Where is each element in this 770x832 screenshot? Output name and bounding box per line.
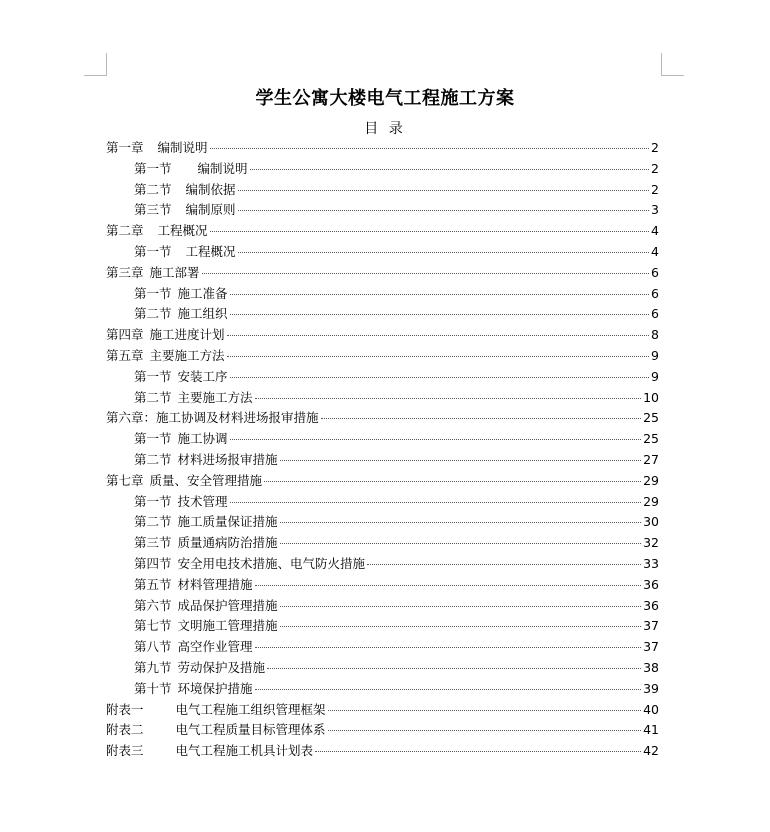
toc-entry[interactable] bbox=[106, 367, 659, 388]
toc-entry-title: 施工组织 bbox=[177, 306, 228, 322]
toc-entry-number: 第三节 bbox=[134, 202, 172, 218]
toc-entry-label bbox=[106, 325, 225, 346]
toc-entry[interactable] bbox=[106, 388, 659, 409]
toc-entry-title: 成品保护管理措施 bbox=[177, 597, 278, 613]
toc-entry-number: 第二节 bbox=[134, 451, 172, 467]
toc-entry-number: 第二节 bbox=[134, 181, 172, 197]
toc-dot-leader bbox=[280, 626, 642, 627]
toc-entry[interactable] bbox=[106, 679, 659, 700]
toc-dot-leader bbox=[315, 751, 641, 752]
toc-entry-label bbox=[134, 450, 278, 471]
toc-entry-title: 劳动保护及措施 bbox=[177, 659, 266, 675]
toc-entry-title: 主要施工方法 bbox=[149, 347, 225, 363]
toc-dot-leader bbox=[328, 730, 642, 731]
toc-entry-label bbox=[106, 741, 313, 762]
toc-entry[interactable] bbox=[106, 325, 659, 346]
toc-entry[interactable] bbox=[106, 221, 659, 242]
toc-dot-leader bbox=[280, 522, 642, 523]
toc-entry-title: 环境保护措施 bbox=[177, 680, 253, 696]
toc-page-number: 41 bbox=[643, 722, 659, 738]
toc-entry[interactable] bbox=[106, 138, 659, 159]
toc-entry-title: 工程概况 bbox=[185, 243, 236, 259]
toc-dot-leader bbox=[230, 377, 649, 378]
toc-entry[interactable] bbox=[106, 596, 659, 617]
toc-dot-leader bbox=[280, 606, 642, 607]
toc-entry-label bbox=[134, 512, 278, 533]
toc-entry[interactable] bbox=[106, 533, 659, 554]
toc-entry-number: 第一章 bbox=[106, 140, 144, 155]
toc-entry-label bbox=[106, 263, 200, 284]
toc-page-number: 8 bbox=[651, 327, 659, 343]
toc-dot-leader bbox=[280, 460, 642, 461]
toc-entry[interactable] bbox=[106, 492, 659, 513]
toc-entry-title: 电气工程质量目标管理体系 bbox=[175, 722, 326, 738]
toc-entry-number: 第二节 bbox=[134, 389, 172, 405]
toc-entry-label bbox=[134, 637, 253, 658]
toc-entry-label bbox=[134, 596, 278, 617]
page-corner-mark-left bbox=[84, 53, 107, 76]
toc-entry-title: 材料进场报审措施 bbox=[177, 451, 278, 467]
toc-entry-label bbox=[134, 304, 228, 325]
toc-entry[interactable] bbox=[106, 700, 659, 721]
toc-entry-title: 安装工序 bbox=[177, 368, 228, 384]
toc-dot-leader bbox=[267, 668, 641, 669]
toc-entry-number: 第三章 bbox=[106, 264, 144, 280]
toc-heading: 目 录 bbox=[364, 121, 406, 137]
toc-entry-label bbox=[134, 492, 228, 513]
toc-entry-title: 施工准备 bbox=[177, 285, 228, 301]
toc-entry[interactable] bbox=[106, 741, 659, 762]
toc-page-number: 6 bbox=[651, 285, 659, 301]
toc-entry[interactable] bbox=[106, 450, 659, 471]
toc-entry-number: 第四节 bbox=[134, 555, 172, 571]
toc-entry-title: 安全用电技术措施、电气防火措施 bbox=[177, 555, 366, 571]
toc-entry[interactable] bbox=[106, 346, 659, 367]
toc-page-number: 42 bbox=[643, 743, 659, 759]
toc-entry-number: 第三节 bbox=[134, 535, 172, 551]
toc-dot-leader bbox=[227, 356, 649, 357]
toc-entry-title: 质量、安全管理措施 bbox=[149, 472, 263, 488]
toc-page-number: 9 bbox=[651, 347, 659, 363]
toc-entry-number: 第七节 bbox=[134, 618, 172, 634]
toc-entry-number: 第六节 bbox=[134, 597, 172, 613]
toc-entry-number: 附表三 bbox=[106, 743, 144, 759]
toc-entry-label bbox=[134, 575, 253, 596]
toc-entry[interactable] bbox=[106, 242, 659, 263]
toc-entry-label bbox=[134, 180, 236, 201]
toc-page-number: 6 bbox=[651, 264, 659, 280]
toc-page-number: 32 bbox=[643, 535, 659, 551]
toc-entry-title: 高空作业管理 bbox=[177, 639, 253, 655]
toc-entry[interactable] bbox=[106, 284, 659, 305]
toc-entry-number: 第二节 bbox=[134, 514, 172, 530]
toc-page-number: 29 bbox=[643, 472, 659, 488]
toc-entry-number: 第四章 bbox=[106, 327, 144, 343]
toc-entry-title: 电气工程施工机具计划表 bbox=[175, 743, 314, 759]
toc-entry[interactable] bbox=[106, 616, 659, 637]
toc-dot-leader bbox=[238, 210, 649, 211]
toc-entry-title: 编制依据 bbox=[185, 181, 236, 197]
toc-entry-number: 附表一 bbox=[106, 701, 144, 717]
document-title: 学生公寓大楼电气工程施工方案 bbox=[255, 88, 515, 109]
toc-entry-label bbox=[106, 471, 262, 492]
toc-entry-number: 第五节 bbox=[134, 576, 172, 592]
toc-dot-leader bbox=[230, 314, 649, 315]
toc-entry[interactable] bbox=[106, 512, 659, 533]
toc-page-number: 2 bbox=[651, 140, 659, 155]
toc-entry[interactable] bbox=[106, 200, 659, 221]
toc-dot-leader bbox=[202, 273, 649, 274]
toc-dot-leader bbox=[230, 439, 642, 440]
toc-entry-number: 第二节 bbox=[134, 306, 172, 322]
toc-entry-label bbox=[134, 616, 278, 637]
toc-entry-label bbox=[134, 533, 278, 554]
toc-page-number: 2 bbox=[651, 181, 659, 197]
toc-page-number: 4 bbox=[651, 243, 659, 259]
toc-entry-number: 第一节 bbox=[134, 493, 172, 509]
toc-entry-number: 附表二 bbox=[106, 722, 144, 738]
toc-dot-leader bbox=[210, 231, 649, 232]
toc-entry-label bbox=[134, 429, 228, 450]
toc-entry-title: 编制说明 bbox=[197, 160, 248, 176]
toc-entry-number: 第一节 bbox=[134, 368, 172, 384]
toc-page-number: 4 bbox=[651, 223, 659, 239]
toc-entry-label bbox=[106, 346, 225, 367]
toc-page-number: 29 bbox=[643, 493, 659, 509]
toc-entry-label bbox=[134, 554, 365, 575]
toc-dot-leader bbox=[230, 502, 642, 503]
toc-entry[interactable] bbox=[106, 408, 659, 429]
toc-dot-leader bbox=[250, 169, 649, 170]
toc-entry-label bbox=[134, 284, 228, 305]
toc-entry[interactable] bbox=[106, 554, 659, 575]
toc-entry[interactable] bbox=[106, 263, 659, 284]
toc-entry-title: 施工协调及材料进场报审措施 bbox=[156, 410, 319, 426]
toc-entry-title: 主要施工方法 bbox=[177, 389, 253, 405]
toc-entry[interactable] bbox=[106, 720, 659, 741]
toc-entry-number: 第九节 bbox=[134, 659, 172, 675]
toc-entry-label bbox=[134, 388, 253, 409]
toc-page-number: 9 bbox=[651, 368, 659, 384]
toc-dot-leader bbox=[227, 335, 649, 336]
toc-page-number: 30 bbox=[643, 514, 659, 530]
toc-dot-leader bbox=[238, 190, 649, 191]
toc-entry[interactable] bbox=[106, 637, 659, 658]
toc-entry-title: 施工质量保证措施 bbox=[177, 514, 278, 530]
toc-entry-number: 第五章 bbox=[106, 347, 144, 363]
toc-entry-title: 文明施工管理措施 bbox=[177, 618, 278, 634]
toc-entry-label bbox=[134, 242, 236, 263]
toc-entry-title: 施工部署 bbox=[149, 264, 200, 280]
toc-dot-leader bbox=[210, 148, 649, 149]
toc-entry[interactable] bbox=[106, 304, 659, 325]
toc-entry-number: 第十节 bbox=[134, 680, 172, 696]
toc-page-number: 37 bbox=[643, 618, 659, 634]
toc-entry-number: 第六章： bbox=[106, 410, 157, 426]
toc-page-number: 25 bbox=[643, 410, 659, 426]
toc-page-number: 38 bbox=[643, 659, 659, 675]
toc-dot-leader bbox=[230, 294, 649, 295]
toc-entry-number: 第二章 bbox=[106, 223, 144, 239]
toc-dot-leader bbox=[255, 585, 642, 586]
page-corner-mark-right bbox=[661, 53, 684, 76]
toc-entry-number: 第七章 bbox=[106, 472, 144, 488]
toc-entry-title: 材料管理措施 bbox=[177, 576, 253, 592]
toc-entry[interactable] bbox=[106, 471, 659, 492]
toc-dot-leader bbox=[264, 481, 641, 482]
toc-entry-label bbox=[106, 408, 319, 429]
toc-entry-label bbox=[106, 221, 208, 242]
toc-dot-leader bbox=[321, 418, 642, 419]
toc-page-number: 3 bbox=[651, 202, 659, 218]
toc-page-number: 37 bbox=[643, 639, 659, 655]
toc-dot-leader bbox=[255, 647, 642, 648]
toc-dot-leader bbox=[238, 252, 649, 253]
toc-entry[interactable] bbox=[106, 180, 659, 201]
toc-entry[interactable] bbox=[106, 159, 659, 180]
toc-entry[interactable] bbox=[106, 429, 659, 450]
toc-page-number: 36 bbox=[643, 576, 659, 592]
toc-entry-number: 第八节 bbox=[134, 639, 172, 655]
toc-entry-number: 第一节 bbox=[134, 285, 172, 301]
toc-page-number: 40 bbox=[643, 701, 659, 717]
toc-entry-title: 施工进度计划 bbox=[149, 327, 225, 343]
toc-entry-label bbox=[134, 679, 253, 700]
toc-entry[interactable] bbox=[106, 658, 659, 679]
toc-entry[interactable] bbox=[106, 575, 659, 596]
toc-dot-leader bbox=[280, 543, 642, 544]
toc-entry-number: 第一节 bbox=[134, 160, 172, 176]
toc-entry-title: 编制原则 bbox=[185, 202, 236, 218]
toc-dot-leader bbox=[255, 689, 642, 690]
toc-page-number: 6 bbox=[651, 306, 659, 322]
toc-entry-title: 质量通病防治措施 bbox=[177, 535, 278, 551]
toc-entry-label bbox=[106, 138, 208, 159]
toc-dot-leader bbox=[367, 564, 641, 565]
toc-dot-leader bbox=[255, 398, 642, 399]
toc-page-number: 25 bbox=[643, 431, 659, 447]
toc-entry-label bbox=[134, 159, 248, 180]
toc-dot-leader bbox=[328, 710, 642, 711]
toc-entry-number: 第一节 bbox=[134, 243, 172, 259]
toc-page-number: 10 bbox=[643, 389, 659, 405]
toc-entry-title: 施工协调 bbox=[177, 431, 228, 447]
toc-entry-label bbox=[106, 720, 326, 741]
toc-entry-label bbox=[134, 367, 228, 388]
toc-entry-title: 编制说明 bbox=[157, 140, 208, 155]
table-of-contents bbox=[106, 138, 659, 762]
toc-page-number: 2 bbox=[651, 160, 659, 176]
toc-entry-label bbox=[134, 658, 265, 679]
toc-page-number: 36 bbox=[643, 597, 659, 613]
toc-entry-number: 第一节 bbox=[134, 431, 172, 447]
toc-entry-label bbox=[106, 700, 326, 721]
toc-page-number: 27 bbox=[643, 451, 659, 467]
toc-entry-label bbox=[134, 200, 236, 221]
toc-page-number: 39 bbox=[643, 680, 659, 696]
toc-entry-title: 技术管理 bbox=[177, 493, 228, 509]
toc-entry-title: 工程概况 bbox=[157, 223, 208, 239]
toc-page-number: 33 bbox=[643, 555, 659, 571]
toc-entry-title: 电气工程施工组织管理框架 bbox=[175, 701, 326, 717]
